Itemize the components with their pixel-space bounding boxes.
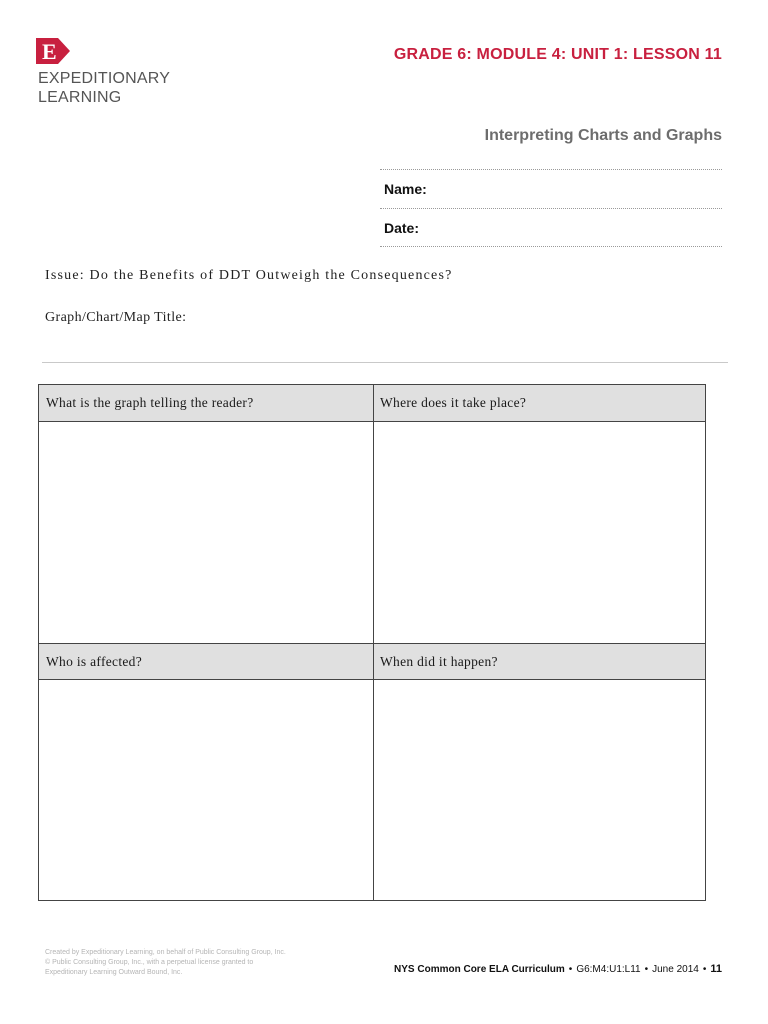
logo-mark-icon <box>36 38 70 64</box>
table-header-cell: What is the graph telling the reader? <box>39 385 373 421</box>
lesson-title: GRADE 6: MODULE 4: UNIT 1: LESSON 11 <box>393 46 722 63</box>
lesson-code: G6:M4:U1:L11 <box>576 964 641 975</box>
table-rule <box>39 421 705 422</box>
name-label: Name: <box>384 181 427 197</box>
separator-dot: • <box>644 964 649 975</box>
date-line <box>380 246 722 247</box>
table-header-cell: When did it happen? <box>373 644 705 679</box>
table-header-cell: Where does it take place? <box>373 385 705 421</box>
table-column-divider <box>373 385 374 900</box>
graph-title-line <box>42 362 728 363</box>
graph-title-label: Graph/Chart/Map Title: <box>45 310 187 325</box>
logo-line-1: EXPEDITIONARY <box>38 70 171 87</box>
footer-date: June 2014 <box>652 964 699 975</box>
name-line <box>380 208 722 209</box>
svg-text:E: E <box>42 39 57 64</box>
credit-line: Expeditionary Learning Outward Bound, Inc. <box>45 969 183 976</box>
separator-dot: • <box>568 964 573 975</box>
page-number: 11 <box>710 963 722 975</box>
table-rule <box>39 679 705 680</box>
copyright-notice <box>45 948 335 978</box>
credit-line: © Public Consulting Group, Inc., with a perpetual license granted to <box>45 959 254 966</box>
credit-line: Created by Expeditionary Learning, on behalf of Public Consulting Group, Inc. <box>45 949 286 956</box>
separator-dot: • <box>702 964 707 975</box>
curriculum-name: NYS Common Core ELA Curriculum <box>394 964 565 975</box>
document-title: Interpreting Charts and Graphs <box>484 127 722 144</box>
divider <box>380 169 722 170</box>
date-label: Date: <box>384 220 420 236</box>
page-footer <box>394 963 722 975</box>
logo-line-2: LEARNING <box>38 89 122 106</box>
table-header-cell: Who is affected? <box>39 644 373 679</box>
issue-question: Issue: Do the Benefits of DDT Outweigh the Consequences? <box>45 268 453 283</box>
logo-wordmark <box>38 69 188 107</box>
analysis-table <box>38 384 706 901</box>
